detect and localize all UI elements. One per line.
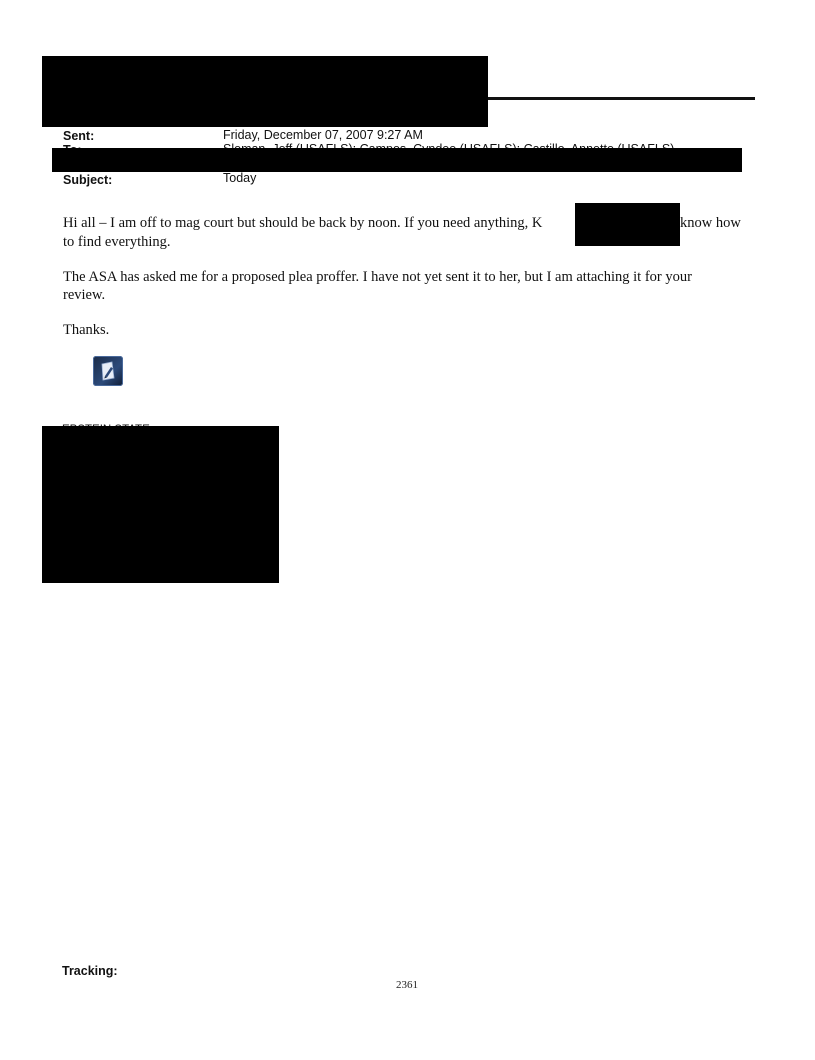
subject-label: Subject:: [63, 173, 113, 187]
body-paragraph-1-line-2: to find everything.: [63, 234, 171, 250]
page-number: 2361: [396, 979, 418, 991]
redaction-recipients-bar: [52, 148, 742, 172]
header-rule: [488, 97, 755, 100]
body-paragraph-2-line-2: review.: [63, 287, 106, 303]
sent-label: Sent:: [63, 129, 95, 143]
wordperfect-document-icon[interactable]: [93, 356, 123, 386]
wordperfect-pen-glyph-icon: [93, 356, 123, 386]
redaction-from-block: [42, 56, 488, 127]
redaction-inline-name: [575, 203, 680, 246]
subject-value: Today: [223, 171, 257, 185]
body-paragraph-1-before-redaction: Hi all – I am off to mag court but should be back by noon. If you need anything, K: [63, 215, 543, 231]
body-paragraph-2-line-1: The ASA has asked me for a proposed plea proffer. I have not yet sent it to her, but I am attaching it for your: [63, 269, 692, 285]
body-paragraph-1-after-redaction: know how: [680, 215, 741, 231]
tracking-label: Tracking:: [62, 964, 118, 978]
redaction-signature-block: [42, 426, 279, 583]
sent-value: Friday, December 07, 2007 9:27 AM: [223, 128, 423, 142]
body-paragraph-3: Thanks.: [63, 322, 110, 338]
